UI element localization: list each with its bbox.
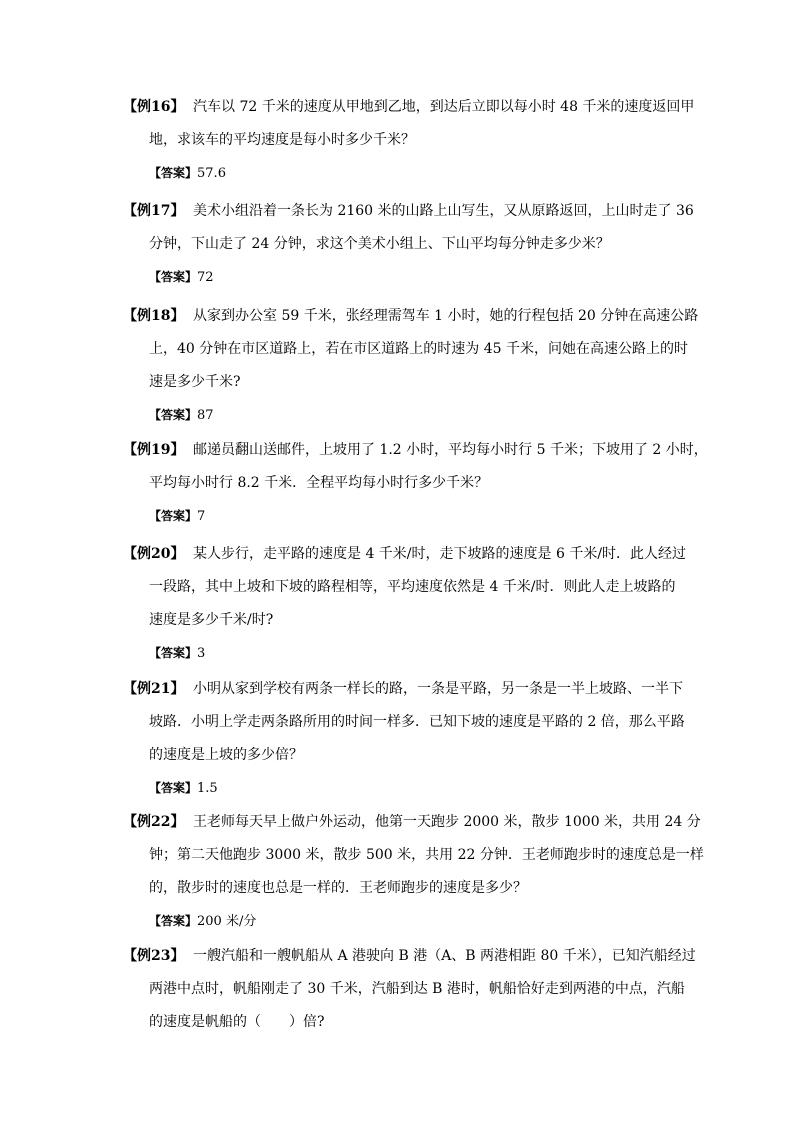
problem-20 bbox=[123, 538, 687, 670]
problem-label: 【例18】 bbox=[123, 308, 185, 324]
problem-text: 分钟，下山走了 24 分钟，求这个美术小组上、下山平均每分钟走多少米？ bbox=[149, 236, 610, 252]
answer-line bbox=[123, 500, 683, 533]
problem-label: 【例23】 bbox=[123, 948, 185, 964]
problem-label: 【例16】 bbox=[123, 99, 185, 115]
problem-text: 小明从家到学校有两条一样长的路，一条是平路，另一条是一半上坡路、一半下 bbox=[193, 681, 683, 697]
problem-text: 邮递员翻山送邮件，上坡用了 1.2 小时，平均每小时行 5 千米；下坡用了 2 小时， bbox=[193, 442, 708, 458]
problem-line bbox=[123, 604, 683, 637]
answer-value: 87 bbox=[197, 408, 214, 423]
answer-line bbox=[123, 637, 683, 670]
problem-text: 的，散步时的速度也总是一样的．王老师跑步的速度是多少？ bbox=[149, 880, 527, 896]
answer-value: 1.5 bbox=[197, 781, 218, 796]
problem-text: 某人步行，走平路的速度是 4 千米/时，走下坡路的速度是 6 千米/时．此人经过 bbox=[193, 546, 687, 562]
problem-text: 两港中点时，帆船刚走了 30 千米，汽船到达 B 港时，帆船恰好走到两港的中点，汽船 bbox=[149, 981, 685, 997]
answer-tag: 【答案】 bbox=[149, 509, 198, 523]
problem-line bbox=[123, 940, 696, 973]
answer-tag: 【答案】 bbox=[149, 914, 198, 928]
problem-line bbox=[123, 91, 695, 124]
problem-text: 从家到办公室 59 千米，张经理需驾车 1 小时，她的行程包括 20 分钟在高速公路 bbox=[193, 308, 699, 324]
problem-line bbox=[123, 195, 694, 228]
problem-text: 王老师每天早上做户外运动，他第一天跑步 2000 米，散步 1000 米，共用 24 分 bbox=[193, 814, 701, 830]
problem-18 bbox=[123, 300, 699, 432]
problem-line bbox=[123, 538, 687, 571]
problem-line bbox=[123, 300, 699, 333]
problem-17 bbox=[123, 195, 694, 294]
problem-text: 钟；第二天他跑步 3000 米，散步 500 米，共用 22 分钟．王老师跑步时的速度总是一样 bbox=[149, 847, 704, 863]
problem-text: 速度是多少千米/时? bbox=[149, 612, 274, 628]
answer-line bbox=[123, 399, 683, 432]
problem-line bbox=[123, 739, 683, 772]
problem-line bbox=[123, 706, 683, 739]
answer-value: 200 米/分 bbox=[197, 914, 257, 929]
problem-text: 的速度是帆船的（ ）倍? bbox=[149, 1014, 325, 1030]
problem-22 bbox=[123, 806, 704, 938]
problem-label: 【例17】 bbox=[123, 203, 185, 219]
problem-line bbox=[123, 366, 683, 399]
problem-text: 坡路．小明上学走两条路所用的时间一样多．已知下坡的速度是平路的 2 倍，那么平路 bbox=[149, 714, 685, 730]
problem-line bbox=[123, 1006, 683, 1039]
problem-line bbox=[123, 872, 683, 905]
answer-value: 7 bbox=[197, 509, 206, 524]
answer-tag: 【答案】 bbox=[149, 270, 198, 284]
problem-text: 速是多少千米? bbox=[149, 374, 241, 390]
problem-21 bbox=[123, 673, 683, 805]
answer-tag: 【答案】 bbox=[149, 166, 198, 180]
problem-line bbox=[123, 124, 683, 157]
problem-text: 上，40 分钟在市区道路上，若在市区道路上的时速为 45 千米，问她在高速公路上的时 bbox=[149, 341, 688, 357]
problem-text: 一段路，其中上坡和下坡的路程相等，平均速度依然是 4 千米/时．则此人走上坡路的 bbox=[149, 579, 676, 595]
problem-line bbox=[123, 806, 701, 839]
answer-value: 72 bbox=[197, 270, 214, 285]
problem-line bbox=[123, 973, 683, 1006]
problem-line bbox=[123, 467, 683, 500]
problem-line bbox=[123, 571, 683, 604]
problem-line bbox=[123, 673, 683, 706]
problem-19 bbox=[123, 434, 708, 533]
answer-line bbox=[123, 772, 683, 805]
problem-line bbox=[123, 434, 708, 467]
problem-text: 汽车以 72 千米的速度从甲地到乙地，到达后立即以每小时 48 千米的速度返回甲 bbox=[193, 99, 695, 115]
problem-label: 【例22】 bbox=[123, 814, 185, 830]
answer-line bbox=[123, 905, 683, 938]
problem-line bbox=[123, 228, 683, 261]
problem-text: 的速度是上坡的多少倍？ bbox=[149, 747, 303, 763]
problem-label: 【例21】 bbox=[123, 681, 185, 697]
answer-value: 3 bbox=[197, 646, 206, 661]
problem-23 bbox=[123, 940, 696, 1039]
problem-line bbox=[123, 333, 688, 366]
problem-16 bbox=[123, 91, 695, 190]
problem-text: 一艘汽船和一艘帆船从 A 港驶向 B 港（A、B 两港相距 80 千米），已知汽船经过 bbox=[193, 948, 696, 964]
answer-line bbox=[123, 157, 683, 190]
problem-text: 地，求该车的平均速度是每小时多少千米？ bbox=[149, 132, 415, 148]
problem-text: 美术小组沿着一条长为 2160 米的山路上山写生，又从原路返回，上山时走了 36 bbox=[193, 203, 694, 219]
problem-label: 【例19】 bbox=[123, 442, 185, 458]
problem-text: 平均每小时行 8.2 千米．全程平均每小时行多少千米？ bbox=[149, 475, 489, 491]
answer-tag: 【答案】 bbox=[149, 408, 198, 422]
answer-value: 57.6 bbox=[197, 166, 226, 181]
answer-line bbox=[123, 261, 683, 294]
answer-tag: 【答案】 bbox=[149, 781, 198, 795]
problem-label: 【例20】 bbox=[123, 546, 185, 562]
problem-line bbox=[123, 839, 704, 872]
answer-tag: 【答案】 bbox=[149, 646, 198, 660]
